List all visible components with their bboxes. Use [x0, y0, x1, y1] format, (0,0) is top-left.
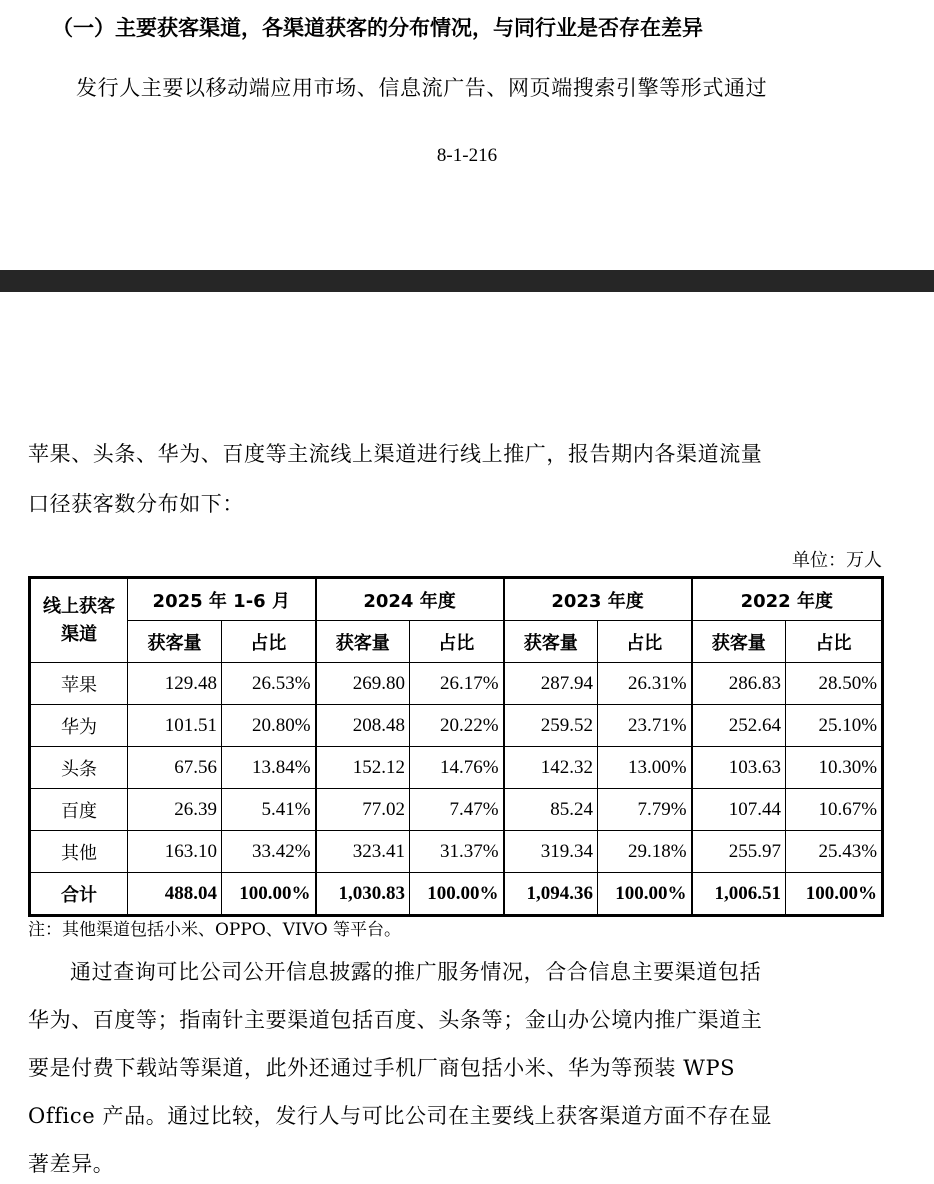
page-number: 8-1-216 [436, 145, 498, 166]
cell-value: 77.02 [316, 789, 410, 831]
cell-value: 31.37% [410, 831, 504, 873]
conclusion-line-5: 著差异。 [28, 1152, 115, 1176]
cell-value: 163.10 [128, 831, 222, 873]
unit-label: 单位：万人 [792, 550, 882, 571]
subheader-volume: 获客量 [128, 621, 222, 663]
table-total-row [30, 873, 883, 916]
intro-paragraph-line-1: 发行人主要以移动端应用市场、信息流广告、网页端搜索引擎等形式通过 [76, 76, 768, 100]
period-header: 2023 年度 [504, 578, 692, 621]
total-value: 1,006.51 [692, 873, 786, 916]
table-row [30, 747, 883, 789]
subheader-share: 占比 [222, 621, 316, 663]
cell-value: 103.63 [692, 747, 786, 789]
cell-value: 259.52 [504, 705, 598, 747]
cell-value: 7.47% [410, 789, 504, 831]
cell-value: 287.94 [504, 663, 598, 705]
subheader-share: 占比 [598, 621, 692, 663]
cell-value: 13.84% [222, 747, 316, 789]
cell-value: 323.41 [316, 831, 410, 873]
total-value: 100.00% [410, 873, 504, 916]
cell-value: 142.32 [504, 747, 598, 789]
acquisition-channel-table [28, 576, 884, 917]
cell-value: 20.22% [410, 705, 504, 747]
cell-value: 26.53% [222, 663, 316, 705]
cell-value: 26.31% [598, 663, 692, 705]
table-note: 注：其他渠道包括小米、OPPO、VIVO 等平台。 [28, 920, 402, 940]
cell-value: 255.97 [692, 831, 786, 873]
period-header: 2025 年 1-6 月 [128, 578, 316, 621]
channel-name: 百度 [30, 789, 128, 831]
conclusion-line-4: Office 产品。通过比较，发行人与可比公司在主要线上获客渠道方面不存在显 [28, 1104, 773, 1128]
table-header-row [30, 578, 883, 621]
subheader-share: 占比 [410, 621, 504, 663]
cell-value: 26.17% [410, 663, 504, 705]
cell-value: 33.42% [222, 831, 316, 873]
cell-value: 25.43% [786, 831, 883, 873]
total-value: 488.04 [128, 873, 222, 916]
cell-value: 101.51 [128, 705, 222, 747]
cell-value: 286.83 [692, 663, 786, 705]
total-value: 1,030.83 [316, 873, 410, 916]
period-header: 2022 年度 [692, 578, 883, 621]
cell-value: 29.18% [598, 831, 692, 873]
cell-value: 20.80% [222, 705, 316, 747]
cell-value: 10.30% [786, 747, 883, 789]
conclusion-line-1: 通过查询可比公司公开信息披露的推广服务情况，合合信息主要渠道包括 [70, 960, 762, 984]
conclusion-line-2: 华为、百度等；指南针主要渠道包括百度、头条等；金山办公境内推广渠道主 [28, 1008, 763, 1032]
intro-paragraph-line-2: 苹果、头条、华为、百度等主流线上渠道进行线上推广，报告期内各渠道流量 [28, 442, 763, 466]
cell-value: 67.56 [128, 747, 222, 789]
cell-value: 14.76% [410, 747, 504, 789]
cell-value: 25.10% [786, 705, 883, 747]
page-break-divider [0, 270, 934, 292]
cell-value: 85.24 [504, 789, 598, 831]
subheader-volume: 获客量 [504, 621, 598, 663]
total-label: 合计 [30, 873, 128, 916]
total-value: 100.00% [786, 873, 883, 916]
channel-name: 苹果 [30, 663, 128, 705]
cell-value: 5.41% [222, 789, 316, 831]
channel-name: 其他 [30, 831, 128, 873]
cell-value: 23.71% [598, 705, 692, 747]
cell-value: 129.48 [128, 663, 222, 705]
cell-value: 208.48 [316, 705, 410, 747]
conclusion-line-3: 要是付费下载站等渠道，此外还通过手机厂商包括小米、华为等预装 WPS [28, 1056, 736, 1080]
period-header: 2024 年度 [316, 578, 504, 621]
table-row [30, 663, 883, 705]
cell-value: 7.79% [598, 789, 692, 831]
intro-paragraph-line-3: 口径获客数分布如下： [28, 492, 244, 516]
table-row [30, 831, 883, 873]
total-value: 100.00% [598, 873, 692, 916]
table-row [30, 705, 883, 747]
cell-value: 10.67% [786, 789, 883, 831]
cell-value: 269.80 [316, 663, 410, 705]
cell-value: 107.44 [692, 789, 786, 831]
total-value: 100.00% [222, 873, 316, 916]
channel-name: 华为 [30, 705, 128, 747]
cell-value: 26.39 [128, 789, 222, 831]
subheader-volume: 获客量 [692, 621, 786, 663]
section-heading: （一）主要获客渠道，各渠道获客的分布情况，与同行业是否存在差异 [52, 16, 703, 40]
cell-value: 252.64 [692, 705, 786, 747]
cell-value: 13.00% [598, 747, 692, 789]
subheader-volume: 获客量 [316, 621, 410, 663]
subheader-share: 占比 [786, 621, 883, 663]
cell-value: 28.50% [786, 663, 883, 705]
row-header-cell: 线上获客渠道 [30, 578, 128, 663]
cell-value: 152.12 [316, 747, 410, 789]
channel-name: 头条 [30, 747, 128, 789]
total-value: 1,094.36 [504, 873, 598, 916]
cell-value: 319.34 [504, 831, 598, 873]
table-subheader-row [30, 621, 883, 663]
table-row [30, 789, 883, 831]
